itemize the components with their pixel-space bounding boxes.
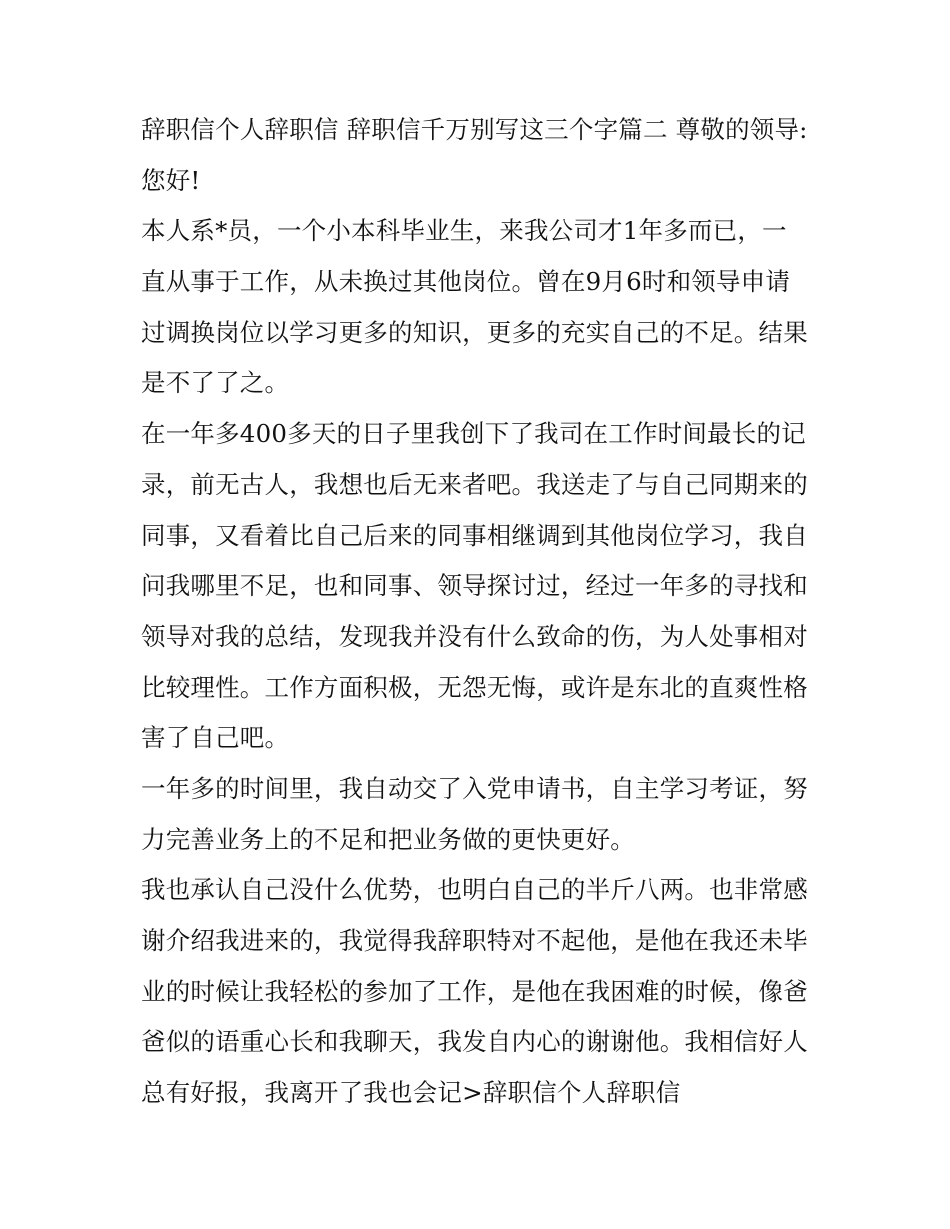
text-line: 同事，又看着比自己后来的同事相继调到其他岗位学习，我自 (141, 520, 808, 550)
text-line: 是不了了之。 (141, 368, 290, 398)
paragraph-heading-greeting (141, 105, 816, 206)
letter-body (141, 105, 816, 1119)
paragraph-introduction (141, 206, 816, 409)
text-line: 在一年多400多天的日子里我创下了我司在工作时间最长的记 (141, 419, 806, 449)
paragraph-efforts (141, 764, 816, 865)
text-line: 本人系*员，一个小本科毕业生，来我公司才1年多而已，一 (141, 216, 787, 246)
text-line: 总有好报，我离开了我也会记>辞职信个人辞职信 (141, 1078, 681, 1108)
text-line: 比较理性。工作方面积极，无怨无悔，或许是东北的直爽性格 (141, 672, 808, 702)
text-line: 问我哪里不足，也和同事、领导探讨过，经过一年多的寻找和 (141, 571, 808, 601)
text-line: 辞职信个人辞职信 辞职信千万别写这三个字篇二 尊敬的领导: (141, 115, 808, 144)
text-line: 直从事于工作，从未换过其他岗位。曾在9月6时和领导申请 (141, 267, 791, 297)
text-line: 爸似的语重心长和我聊天，我发自内心的谢谢他。我相信好人 (141, 1027, 808, 1057)
text-line: 您好! (141, 165, 201, 195)
text-line: 领导对我的总结，发现我并没有什么致命的伤，为人处事相对 (141, 621, 808, 651)
text-line: 谢介绍我进来的，我觉得我辞职特对不起他，是他在我还未毕 (141, 926, 808, 955)
text-line: 力完善业务上的不足和把业务做的更快更好。 (141, 824, 635, 854)
paragraph-gratitude (141, 865, 816, 1118)
text-line: 我也承认自己没什么优势，也明白自己的半斤八两。也非常感 (141, 875, 808, 905)
text-line: 害了自己吧。 (141, 723, 290, 753)
text-line: 录，前无古人，我想也后无来者吧。我送走了与自己同期来的 (141, 469, 808, 499)
text-line: 一年多的时间里，我自动交了入党申请书，自主学习考证，努 (141, 773, 808, 803)
text-line: 过调换岗位以学习更多的知识，更多的充实自己的不足。结果 (141, 317, 808, 347)
paragraph-experience (141, 409, 816, 764)
text-line: 业的时候让我轻松的参加了工作，是他在我困难的时候，像爸 (141, 976, 808, 1006)
